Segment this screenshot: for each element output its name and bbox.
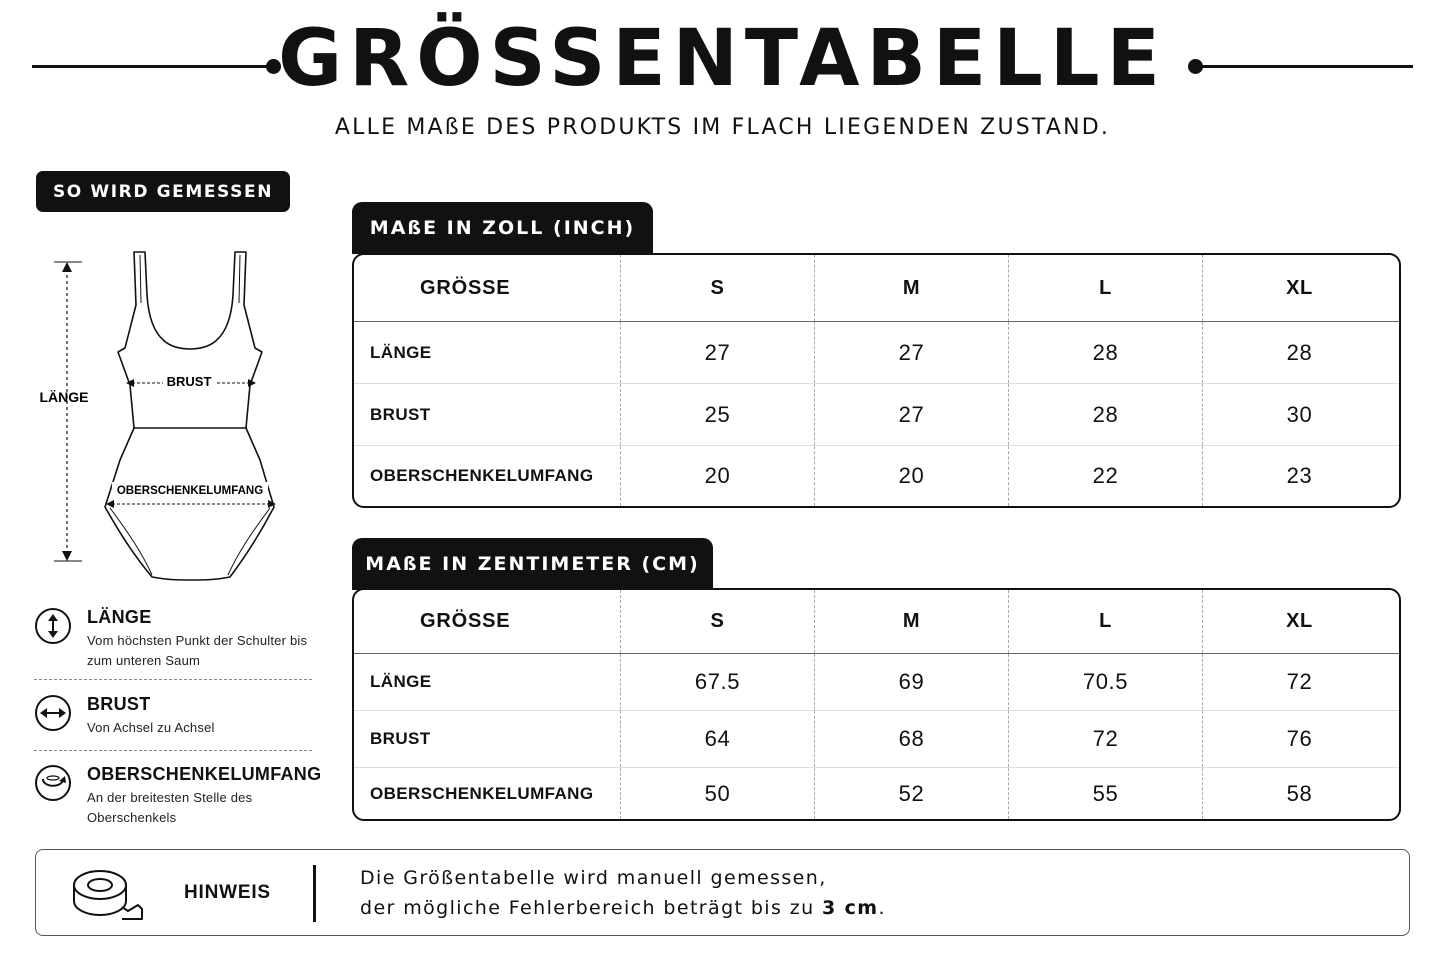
legend-divider: [34, 679, 312, 680]
column-header-xl: XL: [1202, 590, 1396, 653]
table-row: [354, 654, 1399, 710]
note-line-1: Die Größentabelle wird manuell gemessen,: [360, 867, 827, 889]
note-label: HINWEIS: [184, 882, 271, 903]
row-label: OBERSCHENKELUMFANG: [370, 783, 594, 803]
row-label: BRUST: [370, 404, 431, 424]
table-cell: 30: [1202, 384, 1396, 445]
table-cell: 70.5: [1008, 654, 1202, 710]
table-row: [354, 768, 1399, 819]
size-table-cm: [352, 588, 1401, 821]
column-header-s: S: [620, 255, 814, 321]
legend-item-thigh: [34, 764, 322, 826]
table-row: [354, 446, 1399, 506]
legend-item-chest: [34, 694, 314, 738]
table-header-row: [354, 590, 1399, 653]
table-cell: 72: [1008, 711, 1202, 767]
note-divider: [313, 865, 316, 922]
row-label: LÄNGE: [370, 342, 432, 362]
note-box: [35, 849, 1410, 936]
tab-cm: MAßE IN ZENTIMETER (CM): [352, 538, 713, 590]
note-line-2-text: der mögliche Fehlerbereich beträgt bis zu: [360, 897, 822, 919]
page-title: GRÖSSENTABELLE: [278, 14, 1167, 104]
diagram-label-chest: BRUST: [166, 374, 212, 389]
legend-title-thigh: OBERSCHENKELUMFANG: [87, 764, 322, 784]
table-cell: 28: [1202, 322, 1396, 383]
note-line-2: [360, 893, 886, 923]
table-cell: 52: [814, 768, 1008, 819]
column-header-size: GRÖSSE: [420, 276, 511, 299]
measuring-tape-icon: [70, 867, 144, 921]
diagram-label-length: LÄNGE: [39, 389, 89, 405]
column-header-l: L: [1008, 590, 1202, 653]
table-cell: 68: [814, 711, 1008, 767]
legend-divider: [34, 750, 312, 751]
tab-inch: MAßE IN ZOLL (INCH): [352, 202, 653, 254]
table-cell: 27: [620, 322, 814, 383]
how-to-measure-badge: SO WIRD GEMESSEN: [36, 171, 290, 212]
table-cell: 27: [814, 384, 1008, 445]
column-header-m: M: [814, 255, 1008, 321]
column-header-xl: XL: [1202, 255, 1396, 321]
table-cell: 23: [1202, 446, 1396, 506]
table-row: [354, 384, 1399, 445]
legend-desc-length: Vom höchsten Punkt der Schulter bis zum unteren Saum: [87, 633, 308, 668]
diagram-label-thigh: OBERSCHENKELUMFANG: [116, 485, 264, 497]
note-tolerance: 3 cm: [821, 897, 879, 919]
table-cell: 20: [814, 446, 1008, 506]
table-cell: 76: [1202, 711, 1396, 767]
size-table-inch: [352, 253, 1401, 508]
swimsuit-diagram: [30, 245, 290, 585]
table-row: [354, 711, 1399, 767]
column-header-s: S: [620, 590, 814, 653]
table-cell: 55: [1008, 768, 1202, 819]
legend-title-length: LÄNGE: [87, 607, 152, 627]
legend-item-length: [34, 607, 314, 669]
row-label: BRUST: [370, 729, 431, 748]
legend-desc-thigh: An der breitesten Stelle des Oberschenkels: [87, 790, 253, 825]
table-row: [354, 322, 1399, 383]
table-cell: 22: [1008, 446, 1202, 506]
page-subtitle: ALLE MAßE DES PRODUKTS IM FLACH LIEGENDEN ZUSTAND.: [334, 115, 1111, 140]
table-cell: 72: [1202, 654, 1396, 710]
table-cell: 20: [620, 446, 814, 506]
table-cell: 67.5: [620, 654, 814, 710]
row-label: OBERSCHENKELUMFANG: [370, 466, 594, 485]
table-cell: 50: [620, 768, 814, 819]
horizontal-arrow-icon: [34, 694, 72, 732]
column-header-size: GRÖSSE: [420, 610, 511, 632]
table-cell: 69: [814, 654, 1008, 710]
table-cell: 64: [620, 711, 814, 767]
table-cell: 28: [1008, 384, 1202, 445]
note-text: [360, 863, 886, 923]
legend-title-chest: BRUST: [87, 694, 151, 714]
note-line-2-end: .: [878, 897, 886, 919]
table-cell: 28: [1008, 322, 1202, 383]
column-header-l: L: [1008, 255, 1202, 321]
table-cell: 58: [1202, 768, 1396, 819]
legend-desc-chest: Von Achsel zu Achsel: [87, 720, 215, 735]
table-cell: 25: [620, 384, 814, 445]
title-rule-right: [1195, 65, 1413, 68]
circular-arrow-icon: [34, 764, 72, 802]
table-header-row: [354, 255, 1399, 321]
table-cell: 27: [814, 322, 1008, 383]
row-label: LÄNGE: [370, 672, 432, 691]
column-header-m: M: [814, 590, 1008, 653]
vertical-arrow-icon: [34, 607, 72, 645]
